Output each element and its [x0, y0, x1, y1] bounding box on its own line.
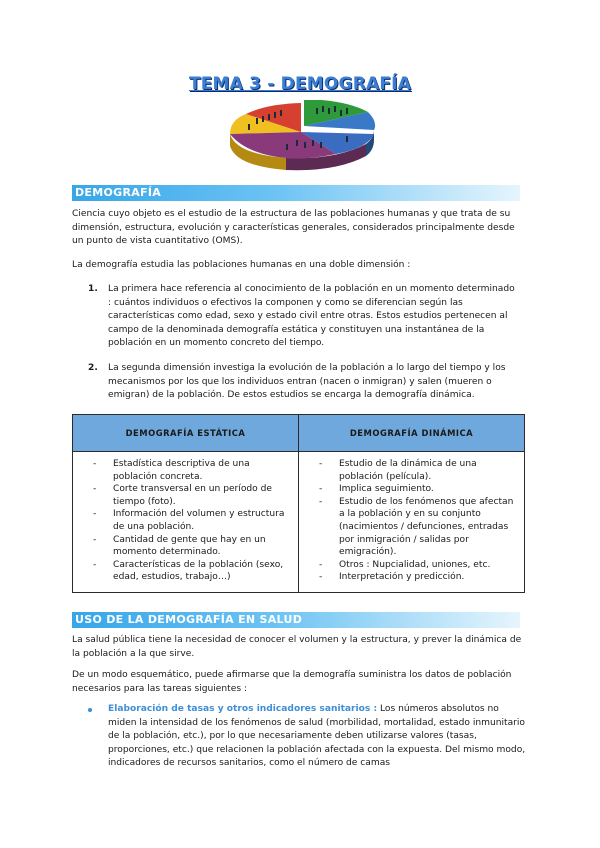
list-item: - Características de la población (sexo, edad, estudios, trabajo…) — [93, 559, 284, 583]
column-header-dinamica: DEMOGRAFÍA DINÁMICA — [299, 415, 525, 452]
bullet-icon — [88, 708, 92, 712]
intro-paragraph: La demografía estudia las poblaciones humanas en una doble dimensión : — [72, 260, 411, 270]
list-item: - Cantidad de gente que hay en un momento determinado. — [93, 534, 266, 558]
list-text: La segunda dimensión investiga la evolución de la población a lo largo del tiempo y los mecanismos por los que los individuos entran (nacen o inmigran) y salen (mueren o emigran) de la población. De estos estudios se encarga la demografía dinámica. — [108, 363, 506, 401]
list-item: - Estudio de la dinámica de una población (película). — [319, 459, 477, 482]
estatica-cell — [73, 452, 299, 593]
uso-paragraph-1: La salud pública tiene la necesidad de conocer el volumen y la estructura, y prever la dinámica de la población a la que sirve. — [72, 635, 522, 659]
list-number: 2. — [88, 363, 98, 373]
bullet-text: Los números absolutos no miden la intensidad de los fenómenos de salud (morbilidad, mortalidad, estado inmunitario de la población, etc.), por lo que necesariamente deben utilizarse valores (tasas, proporciones, etc.) que relacionen la población afectada con la expuesta. Del mismo modo, indicadores de recursos sanitarios, como el número de camas — [108, 704, 526, 769]
population-pie-chart-icon — [226, 100, 376, 172]
definition-paragraph: Ciencia cuyo objeto es el estudio de la estructura de las poblaciones humanas y que trata de su dimensión, estructura, evolución y características generales, considerados principalmente desde un punto de vista cuantitativo (OMS). — [72, 209, 515, 247]
section-heading-demografia: DEMOGRAFÍA — [72, 185, 520, 201]
bullet-title: Elaboración de tasas y otros indicadores sanitarios : — [108, 704, 378, 714]
comparison-table — [72, 414, 525, 593]
dinamica-cell — [299, 452, 525, 593]
list-item: - Interpretación y predicción. — [319, 572, 465, 583]
list-text: La primera hace referencia al conocimiento de la población en un momento determinado : cuántos individuos o efectivos la componen y como se diferencian según las características como edad, sexo y estado civil entre otras. Estos estudios pertenecen al campo de la denominada demografía estática y constituyen una instantánea de la población en un momento concreto del tiempo. — [108, 284, 515, 349]
list-item: - Estudio de los fenómenos que afectan a la población y en su conjunto (nacimientos / defunciones, entradas por inmigración / salidas por emigración). — [319, 496, 514, 558]
list-item: - Implica seguimiento. — [319, 484, 434, 495]
section-heading-uso: USO DE LA DEMOGRAFÍA EN SALUD — [72, 612, 520, 628]
uso-paragraph-2: De un modo esquemático, puede afirmarse que la demografía suministra los datos de población necesarios para las tareas siguientes : — [72, 670, 512, 694]
list-item: - Estadística descriptiva de una población concreta. — [93, 459, 250, 482]
page-title: TEMA 3 - DEMOGRAFÍA — [188, 74, 412, 94]
list-item: - Otros : Nupcialidad, uniones, etc. — [319, 559, 491, 570]
list-item: - Información del volumen y estructura de una población. — [93, 509, 285, 532]
column-header-estatica: DEMOGRAFÍA ESTÁTICA — [73, 415, 299, 452]
list-item: - Corte transversal en un período de tiempo (foto). — [93, 484, 272, 507]
list-item — [88, 703, 526, 771]
list-number: 1. — [88, 284, 98, 294]
